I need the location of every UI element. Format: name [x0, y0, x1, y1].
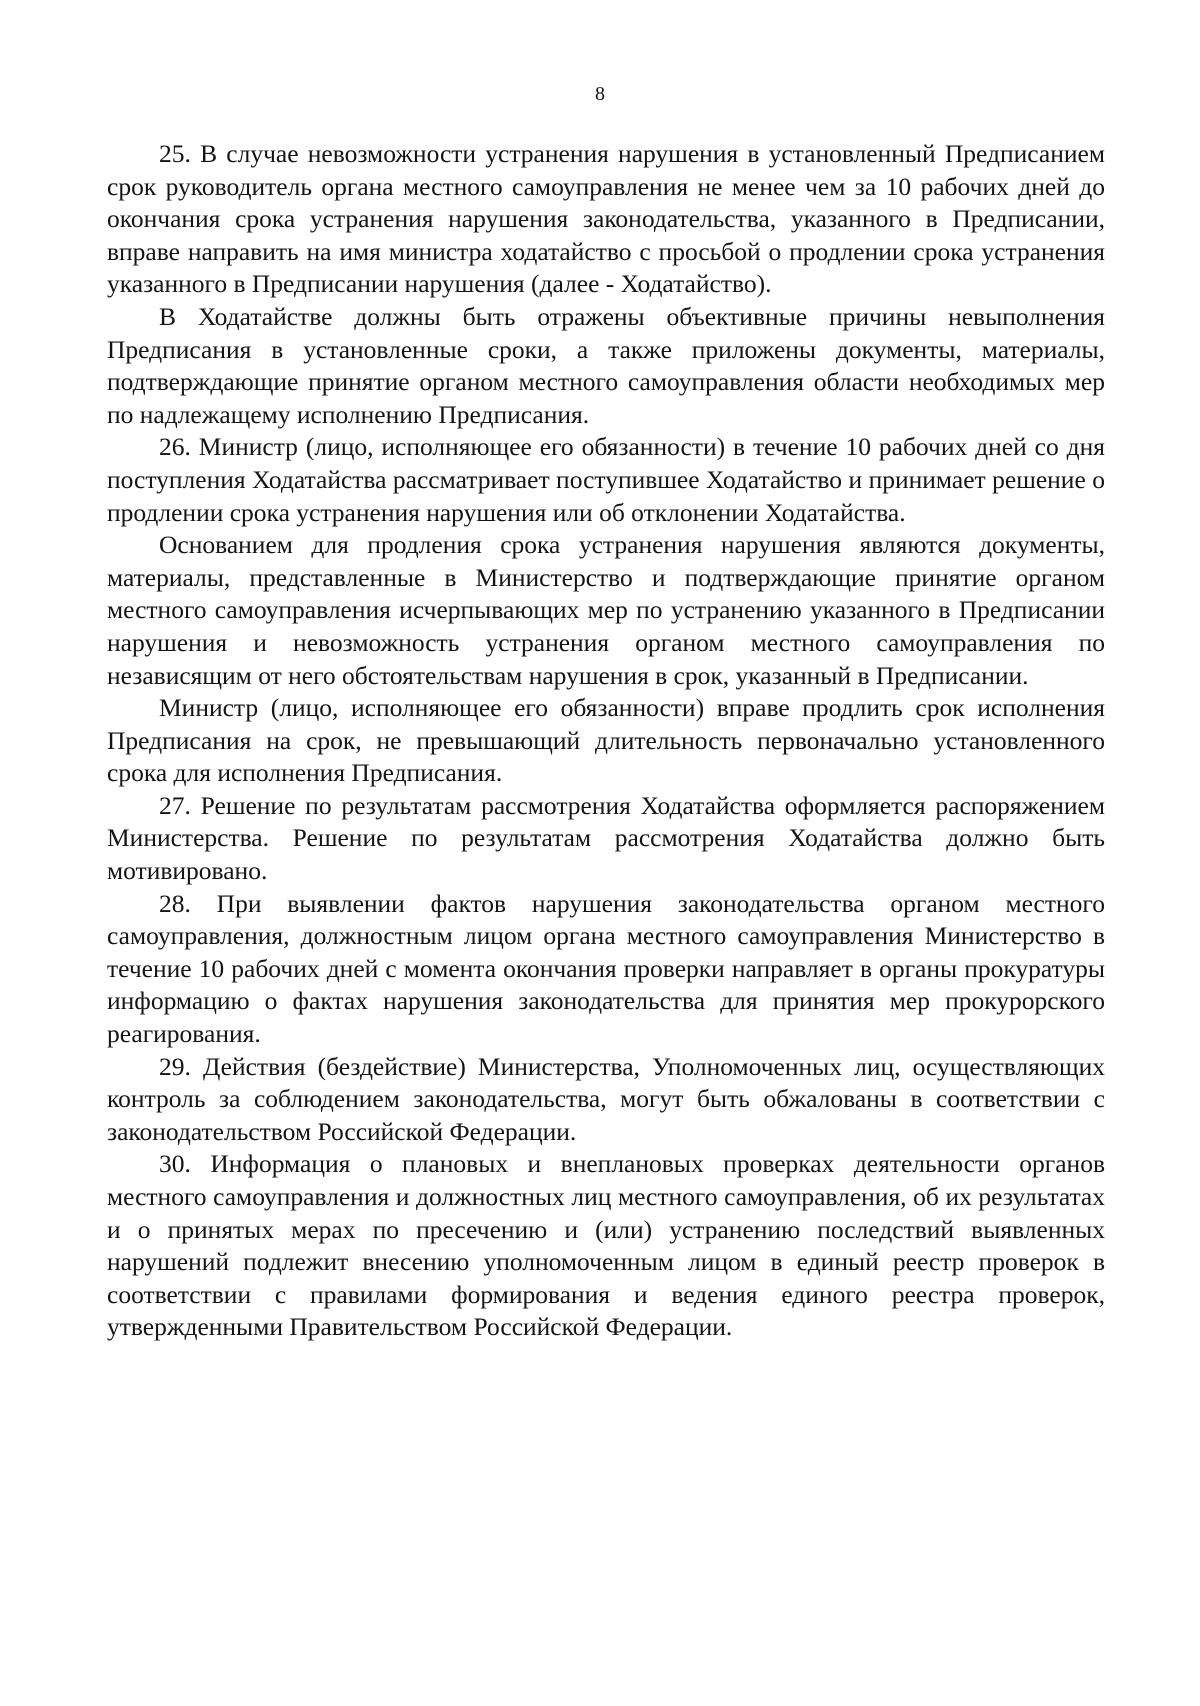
paragraph-25: 25. В случае невозможности устранения нарушения в установленный Предписанием срок руководитель органа местного самоуправления не менее чем за 10 рабочих дней до окончания срока устранения нарушения законодательства, указанного в Предписании, вправе направить на имя министра ходатайство с просьбой о продлении срока устранения указанного в Предписании нарушения (далее - Ходатайство).	[107, 139, 1105, 299]
paragraph-28: 28. При выявлении фактов нарушения законодательства органом местного самоуправления, должностным лицом органа местного самоуправления Министерство в течение 10 рабочих дней с момента окончания проверки направляет в органы прокуратуры информацию о фактах нарушения законодательства для принятия мер прокурорского реагирования.	[107, 888, 1105, 1049]
paragraph-27: 27. Решение по результатам рассмотрения Ходатайства оформляется распоряжением Министерства. Решение по результатам рассмотрения Ходатайства должно быть мотивировано.	[107, 790, 1105, 886]
paragraph-30: 30. Информация о плановых и внеплановых проверках деятельности органов местного самоуправления и должностных лиц местного самоуправления, об их результатах и о принятых мерах по пресечению и (или) устранению последствий выявленных нарушений подлежит внесению уполномоченным лицом в единый реестр проверок в соответствии с правилами формирования и ведения единого реестра проверок, утвержденными Правительством Российской Федерации.	[107, 1149, 1105, 1342]
paragraph-26-grounds: Основанием для продления срока устранения нарушения являются документы, материалы, представленные в Министерство и подтверждающие принятие органом местного самоуправления исчерпывающих мер по устранению указанного в Предписании нарушения и невозможность устранения органом местного самоуправления по независящим от него обстоятельствам нарушения в срок, указанный в Предписании.	[107, 530, 1105, 690]
paragraph-25-petition-content: В Ходатайстве должны быть отражены объективные причины невыполнения Предписания в установленные сроки, а также приложены документы, материалы, подтверждающие принятие органом местного самоуправления области необходимых мер по надлежащему исполнению Предписания.	[107, 301, 1105, 429]
paragraph-29: 29. Действия (бездействие) Министерства, Уполномоченных лиц, осуществляющих контроль за соблюдением законодательства, могут быть обжалованы в соответствии с законодательством Российской Федерации.	[107, 1051, 1105, 1146]
document-body	[107, 138, 1105, 1344]
paragraph-26-extension: Министр (лицо, исполняющее его обязанности) вправе продлить срок исполнения Предписания на срок, не превышающий длительность первоначально установленного срока для исполнения Предписания.	[107, 693, 1105, 788]
paragraph-26: 26. Министр (лицо, исполняющее его обязанности) в течение 10 рабочих дней со дня поступления Ходатайства рассматривает поступившее Ходатайство и принимает решение о продлении срока устранения нарушения или об отклонении Ходатайства.	[107, 432, 1105, 527]
page-number: 8	[595, 83, 605, 105]
